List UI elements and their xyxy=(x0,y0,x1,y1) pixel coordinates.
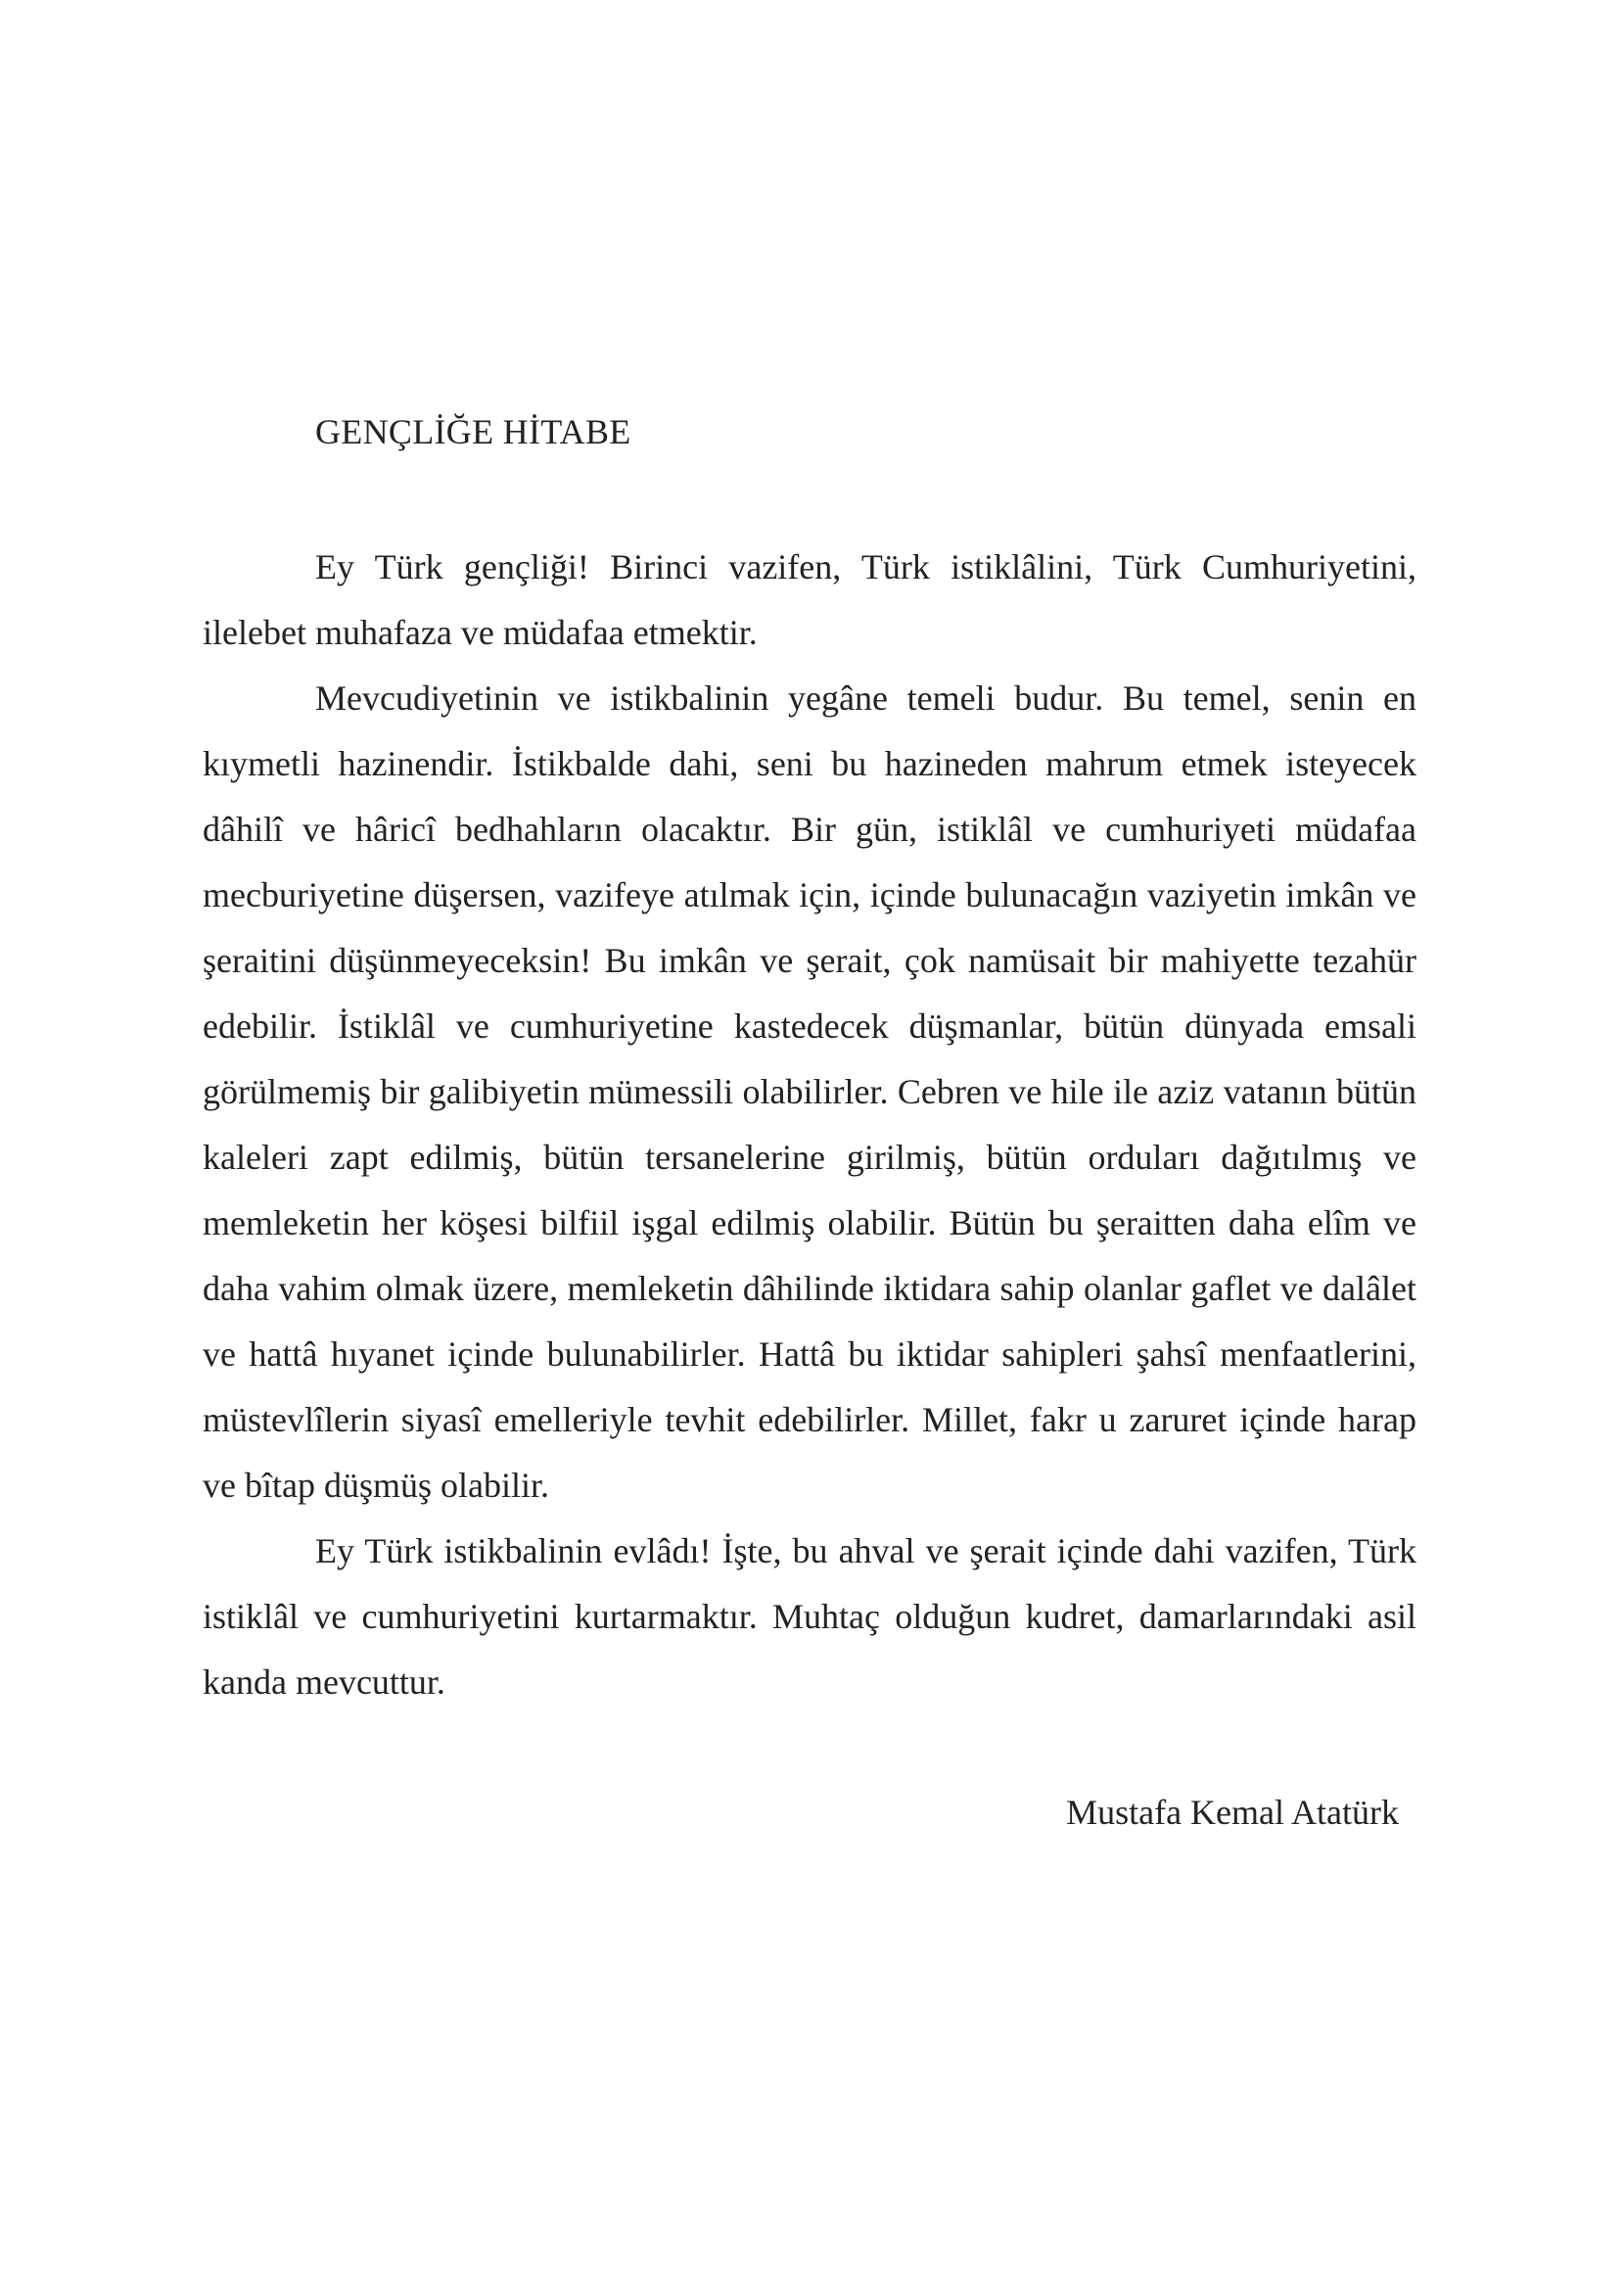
paragraph-2: Mevcudiyetinin ve istikbalinin yegâne temeli budur. Bu temel, senin en kıymetli hazinendir. İstikbalde dahi, seni bu hazineden mahrum etmek isteyecek dâhilî ve hâricî bedhahların olacaktır. Bir gün, istiklâl ve cumhuriyeti müdafaa mecburiyetine düşersen, vazifeye atılmak için, içinde bulunacağın vaziyetin imkân ve şeraitini düşünmeyeceksin! Bu imkân ve şerait, çok namüsait bir mahiyette tezahür edebilir. İstiklâl ve cumhuriyetine kastedecek düşmanlar, bütün dünyada emsali görülmemiş bir galibiyetin mümessili olabilirler. Cebren ve hile ile aziz vatanın bütün kaleleri zapt edilmiş, bütün tersanelerine girilmiş, bütün orduları dağıtılmış ve memleketin her köşesi bilfiil işgal edilmiş olabilir. Bütün bu şeraitten daha elîm ve daha vahim olmak üzere, memleketin dâhilinde iktidara sahip olanlar gaflet ve dalâlet ve hattâ hıyanet içinde bulunabilirler. Hattâ bu iktidar sahipleri şahsî menfaatlerini, müstevlîlerin siyasî emelleriyle tevhit edebilirler. Millet, fakr u zaruret içinde harap ve bîtap düşmüş olabilir. xyxy=(203,678,1416,1505)
paragraph-1: Ey Türk gençliği! Birinci vazifen, Türk istiklâlini, Türk Cumhuriyetini, ilelebet muhafaza ve müdafaa etmektir. xyxy=(203,547,1416,652)
document-title: GENÇLİĞE HİTABE xyxy=(315,412,631,451)
document-body xyxy=(203,535,1416,1715)
paragraph-3: Ey Türk istikbalinin evlâdı! İşte, bu ahval ve şerait içinde dahi vazifen, Türk istiklâl ve cumhuriyetini kurtarmaktır. Muhtaç olduğun kudret, damarlarındaki asil kanda mevcuttur. xyxy=(203,1531,1416,1702)
signature: Mustafa Kemal Atatürk xyxy=(1066,1793,1399,1832)
